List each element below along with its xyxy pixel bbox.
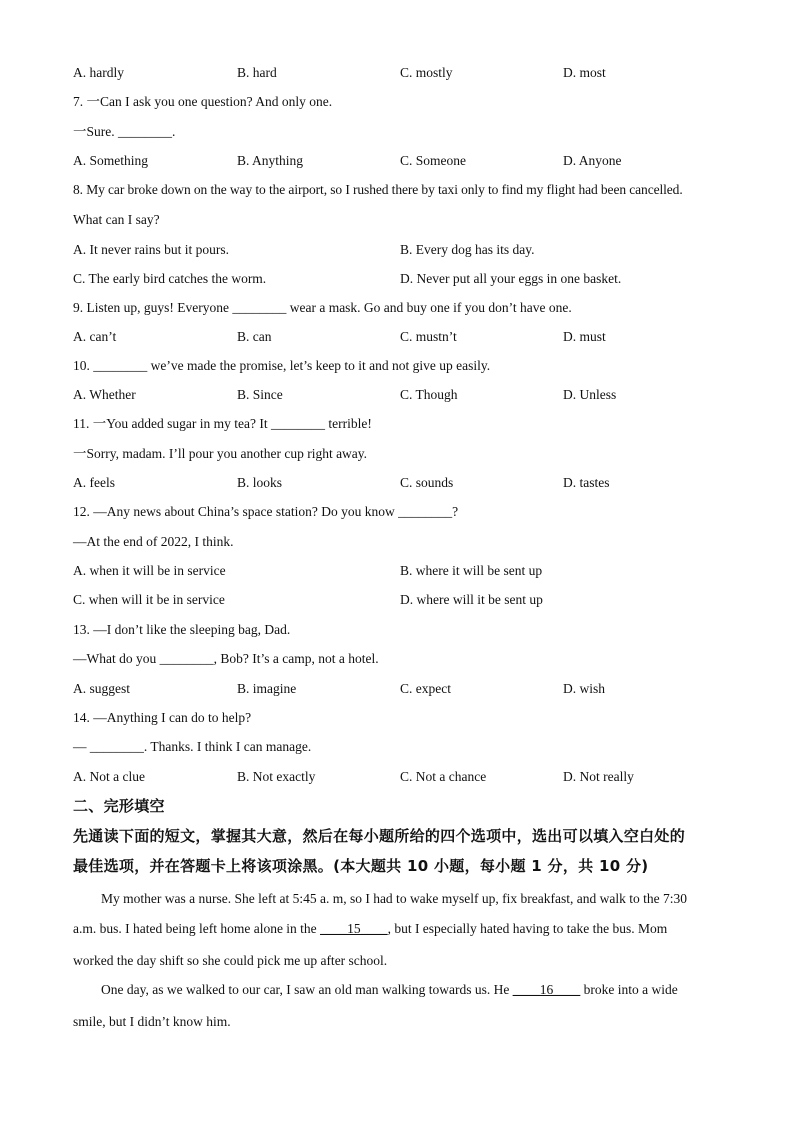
q14-option-a: A. Not a clue (73, 769, 145, 784)
q9-option-c: C. mustn’t (400, 329, 457, 344)
q12-option-d: D. where will it be sent up (400, 592, 543, 607)
q14-option-d: D. Not really (563, 769, 634, 784)
q14-response: — ________. Thanks. I think I can manage. (73, 739, 312, 754)
q12-option-a: A. when it will be in service (73, 563, 226, 578)
passage-text: broke into a wide (580, 982, 678, 997)
q11-response: 一Sorry, madam. I’ll pour you another cup right away. (73, 446, 368, 461)
q9-option-b: B. can (237, 329, 272, 344)
q9-option-d: D. must (563, 329, 606, 344)
q10-question: 10. ________ we’ve made the promise, let’s keep to it and not give up easily. (73, 358, 491, 373)
q10-option-d: D. Unless (563, 387, 617, 402)
q6-option-d: D. most (563, 65, 606, 80)
q7-option-d: D. Anyone (563, 153, 622, 168)
passage-text: One day, as we walked to our car, I saw an old man walking towards us. He (101, 982, 513, 997)
passage-p1-line3: worked the day shift so she could pick me up after school. (73, 953, 388, 968)
q14-question: 14. —Anything I can do to help? (73, 710, 252, 725)
q6-option-a: A. hardly (73, 65, 124, 80)
passage-text: , but I especially hated having to take the bus. Mom (387, 921, 668, 936)
q7-option-a: A. Something (73, 153, 149, 168)
q11-option-b: B. looks (237, 475, 283, 490)
q14-option-c: C. Not a chance (400, 769, 487, 784)
q8-option-b: B. Every dog has its day. (400, 242, 535, 257)
q12-option-b: B. where it will be sent up (400, 563, 543, 578)
q10-option-b: B. Since (237, 387, 283, 402)
q13-question: 13. —I don’t like the sleeping bag, Dad. (73, 622, 291, 637)
section-instructions: 先通读下面的短文，掌握其大意，然后在每小题所给的四个选项中，选出可以填入空白处的 (73, 827, 686, 845)
blank-16: ____16____ (512, 982, 581, 997)
passage-text: a.m. bus. I hated being left home alone in the (73, 921, 321, 936)
q6-option-c: C. mostly (400, 65, 453, 80)
q11-option-a: A. feels (73, 475, 115, 490)
q13-option-d: D. wish (563, 681, 606, 696)
section-heading: 二、完形填空 (73, 797, 165, 815)
q7-option-b: B. Anything (237, 153, 304, 168)
q12-response: —At the end of 2022, I think. (73, 534, 234, 549)
q11-option-d: D. tastes (563, 475, 610, 490)
q7-response: 一Sure. ________. (73, 124, 176, 139)
q9-question: 9. Listen up, guys! Everyone ________ wear a mask. Go and buy one if you don’t have one. (73, 300, 572, 315)
blank-15: ____15____ (320, 921, 388, 936)
section-instructions-cont: 最佳选项，并在答题卡上将该项涂黑。(本大题共 10 小题，每小题 1 分，共 10 分) (73, 857, 649, 875)
q14-option-b: B. Not exactly (237, 769, 316, 784)
q13-option-a: A. suggest (73, 681, 130, 696)
q9-option-a: A. can’t (73, 329, 117, 344)
q13-option-c: C. expect (400, 681, 451, 696)
q6-option-b: B. hard (237, 65, 277, 80)
q8-question-cont: What can I say? (73, 212, 160, 227)
passage-p1-line1: My mother was a nurse. She left at 5:45 a. m, so I had to wake myself up, fix breakfast, and walk to the 7:30 (101, 891, 687, 906)
passage-p2-line2: smile, but I didn’t know him. (73, 1014, 231, 1029)
q11-option-c: C. sounds (400, 475, 454, 490)
q7-question: 7. 一Can I ask you one question? And only one. (73, 94, 333, 109)
q7-option-c: C. Someone (400, 153, 466, 168)
passage-p2-line1 (101, 981, 678, 999)
q13-option-b: B. imagine (237, 681, 297, 696)
q10-option-a: A. Whether (73, 387, 136, 402)
q10-option-c: C. Though (400, 387, 458, 402)
q8-option-c: C. The early bird catches the worm. (73, 271, 267, 286)
q8-option-a: A. It never rains but it pours. (73, 242, 229, 257)
q8-option-d: D. Never put all your eggs in one basket. (400, 271, 622, 286)
q11-question: 11. 一You added sugar in my tea? It ________ terrible! (73, 416, 372, 431)
q12-option-c: C. when will it be in service (73, 592, 225, 607)
q12-question: 12. —Any news about China’s space station? Do you know ________? (73, 504, 459, 519)
q13-response: —What do you ________, Bob? It’s a camp, not a hotel. (73, 651, 379, 666)
q8-question: 8. My car broke down on the way to the airport, so I rushed there by taxi only to find my flight had been cancelled. (73, 182, 683, 197)
passage-p1-line2 (73, 920, 667, 938)
